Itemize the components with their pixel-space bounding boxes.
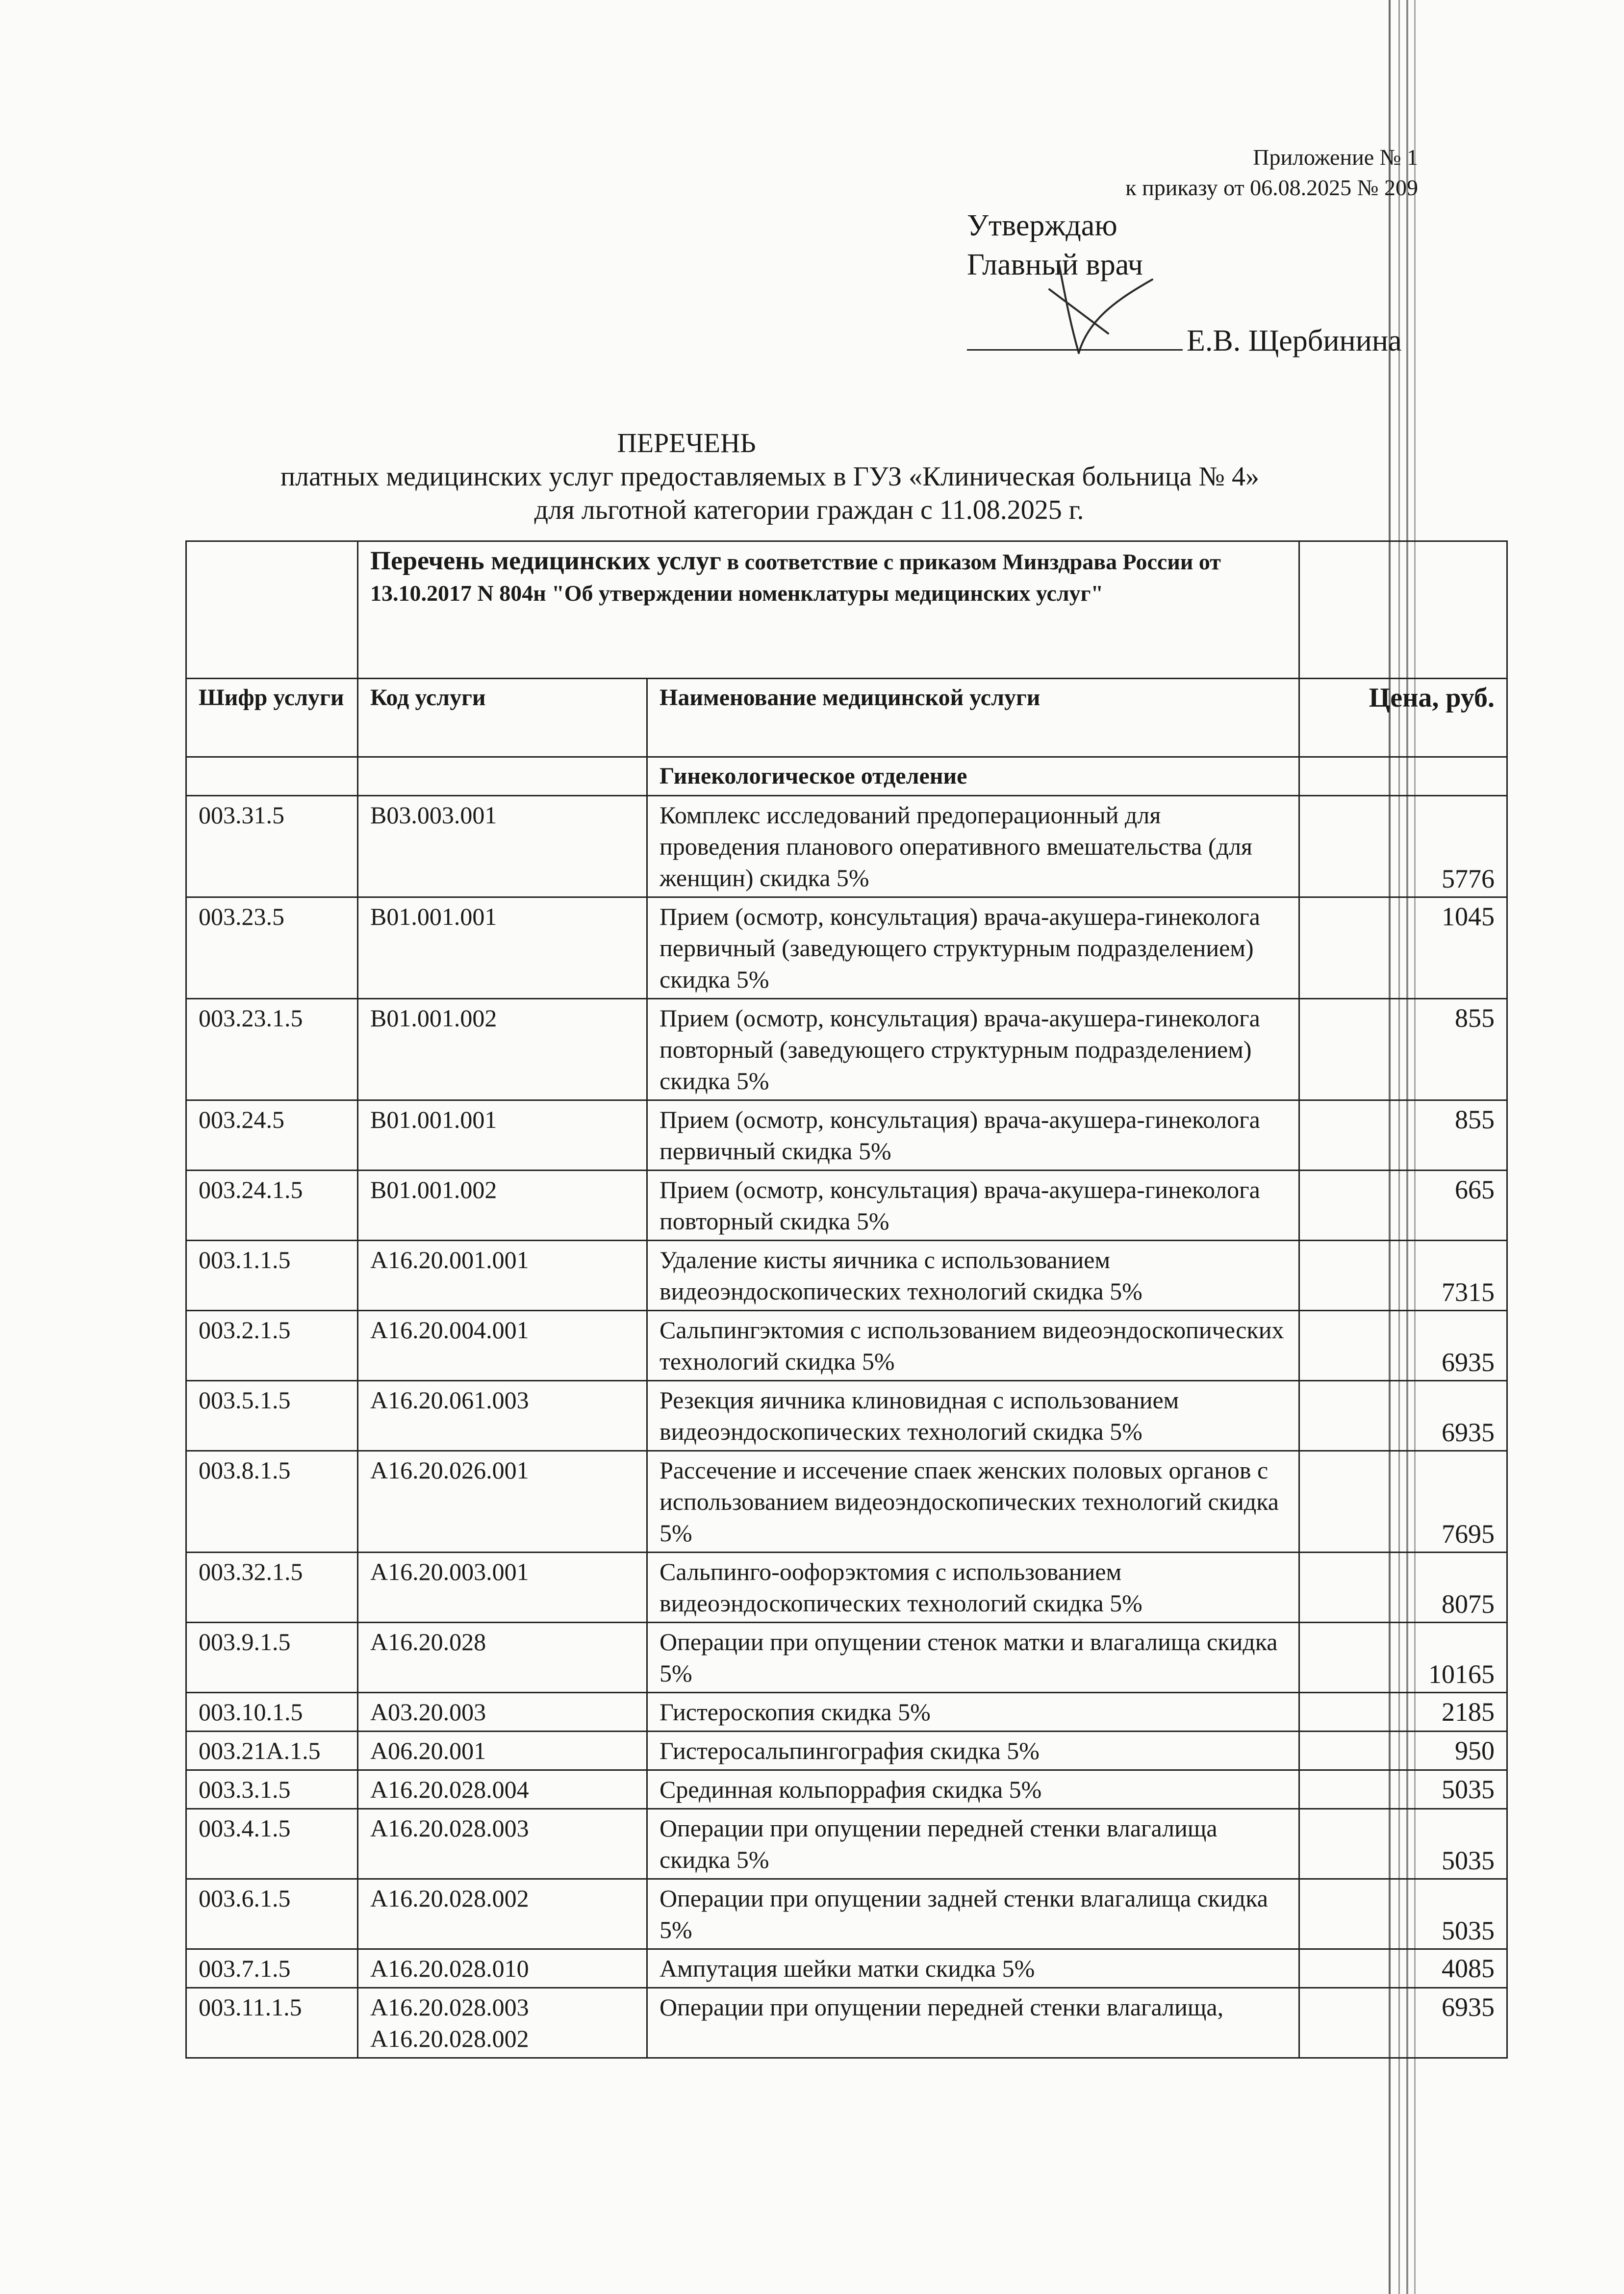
cell-service-code: А16.20.028.003 А16.20.028.002 <box>358 1988 647 2058</box>
cell-price <box>1299 1809 1507 1879</box>
cell-price <box>1299 796 1507 897</box>
table-row <box>186 1623 1507 1693</box>
section-row <box>186 757 1507 796</box>
price-value: 2185 <box>1442 1697 1495 1727</box>
table-row <box>186 1770 1507 1809</box>
table-column-header-row <box>186 679 1507 757</box>
cell-service-code: А16.20.026.001 <box>358 1451 647 1553</box>
cell-service-code: В03.003.001 <box>358 796 647 897</box>
nomenclature-header-bold: Перечень медицинских услуг <box>370 546 721 575</box>
cell-code: 003.9.1.5 <box>186 1623 358 1693</box>
cell-code: 003.32.1.5 <box>186 1553 358 1623</box>
signature-line <box>967 324 1402 358</box>
price-value: 7315 <box>1442 1277 1495 1307</box>
cell-service-name: Рассечение и иссечение спаек женских половых органов с использованием видеоэндоскопических технологий скидка 5% <box>647 1451 1299 1553</box>
cell-service-code: В01.001.002 <box>358 1171 647 1241</box>
appendix-note <box>1125 142 1418 203</box>
cell-price <box>1299 1311 1507 1381</box>
cell-price <box>1299 1693 1507 1732</box>
cell-service-code: В01.001.001 <box>358 1100 647 1171</box>
title-line-2: платных медицинских услуг предоставляемых в ГУЗ «Клиническая больница № 4» <box>280 461 1259 492</box>
cell-service-name: Ампутация шейки матки скидка 5% <box>647 1949 1299 1988</box>
table-row <box>186 1988 1507 2058</box>
empty-cell <box>1299 757 1507 796</box>
cell-service-code: А16.20.028.002 <box>358 1879 647 1949</box>
table-row <box>186 1879 1507 1949</box>
cell-price <box>1299 1553 1507 1623</box>
price-value: 855 <box>1455 1105 1495 1134</box>
cell-service-code: А16.20.003.001 <box>358 1553 647 1623</box>
cell-code: 003.24.5 <box>186 1100 358 1171</box>
table-row <box>186 897 1507 999</box>
cell-price <box>1299 1770 1507 1809</box>
table-row <box>186 1241 1507 1311</box>
table-row <box>186 1451 1507 1553</box>
cell-price <box>1299 897 1507 999</box>
cell-code: 003.1.1.5 <box>186 1241 358 1311</box>
cell-code: 003.11.1.5 <box>186 1988 358 2058</box>
cell-service-code: А16.20.004.001 <box>358 1311 647 1381</box>
cell-price <box>1299 1949 1507 1988</box>
cell-code: 003.23.1.5 <box>186 999 358 1100</box>
cell-service-name: Комплекс исследований предоперационный для проведения планового оперативного вмешательства (для женщин) скидка 5% <box>647 796 1299 897</box>
cell-service-code: А16.20.061.003 <box>358 1381 647 1451</box>
cell-code: 003.24.1.5 <box>186 1171 358 1241</box>
cell-service-name: Операции при опущении передней стенки влагалища скидка 5% <box>647 1809 1299 1879</box>
cell-service-name: Резекция яичника клиновидная с использованием видеоэндоскопических технологий скидка 5% <box>647 1381 1299 1451</box>
table-row <box>186 1171 1507 1241</box>
price-value: 7695 <box>1442 1519 1495 1549</box>
table-row <box>186 1809 1507 1879</box>
price-value: 855 <box>1455 1003 1495 1033</box>
cell-price <box>1299 1623 1507 1693</box>
cell-service-name: Операции при опущении задней стенки влагалища скидка 5% <box>647 1879 1299 1949</box>
cell-service-code: А16.20.028.010 <box>358 1949 647 1988</box>
cell-service-name: Гистеросальпингография скидка 5% <box>647 1732 1299 1770</box>
table-row <box>186 1693 1507 1732</box>
cell-service-code: А16.20.028.004 <box>358 1770 647 1809</box>
appendix-line-1: Приложение № 1 <box>1253 145 1418 170</box>
cell-code: 003.10.1.5 <box>186 1693 358 1732</box>
price-value: 5776 <box>1442 864 1495 893</box>
col-header-price: Цена, руб. <box>1299 679 1507 757</box>
empty-cell <box>1299 541 1507 679</box>
cell-code: 003.3.1.5 <box>186 1770 358 1809</box>
approver-position: Главный врач <box>967 248 1143 281</box>
table-row <box>186 999 1507 1100</box>
cell-service-name: Удаление кисты яичника с использованием видеоэндоскопических технологий скидка 5% <box>647 1241 1299 1311</box>
cell-service-code: В01.001.002 <box>358 999 647 1100</box>
table-row <box>186 1100 1507 1171</box>
price-value: 5035 <box>1442 1775 1495 1804</box>
cell-service-name: Срединная кольпоррафия скидка 5% <box>647 1770 1299 1809</box>
cell-service-name: Гистероскопия скидка 5% <box>647 1693 1299 1732</box>
cell-price <box>1299 1381 1507 1451</box>
cell-price <box>1299 1241 1507 1311</box>
empty-cell <box>186 757 358 796</box>
cell-code: 003.7.1.5 <box>186 1949 358 1988</box>
price-value: 4085 <box>1442 1954 1495 1983</box>
cell-code: 003.23.5 <box>186 897 358 999</box>
table-row <box>186 1381 1507 1451</box>
cell-service-code: А06.20.001 <box>358 1732 647 1770</box>
price-value: 5035 <box>1442 1916 1495 1945</box>
empty-cell <box>358 757 647 796</box>
cell-code: 003.8.1.5 <box>186 1451 358 1553</box>
price-table <box>185 540 1508 2059</box>
table-row <box>186 1949 1507 1988</box>
col-header-service-code: Код услуги <box>358 679 647 757</box>
nomenclature-header <box>358 541 1299 679</box>
cell-service-name: Сальпинго-оофорэктомия с использованием видеоэндоскопических технологий скидка 5% <box>647 1553 1299 1623</box>
nomenclature-header-rest: в соответствие с приказом Минздрава России от 13.10.2017 N 804н "Об утверждении номенклатуры медицинских услуг" <box>370 549 1221 606</box>
price-value: 10165 <box>1428 1659 1495 1689</box>
empty-cell <box>186 541 358 679</box>
cell-service-code: В01.001.001 <box>358 897 647 999</box>
cell-service-name: Операции при опущении стенок матки и влагалища скидка 5% <box>647 1623 1299 1693</box>
section-title: Гинекологическое отделение <box>647 757 1299 796</box>
table-row <box>186 796 1507 897</box>
price-value: 5035 <box>1442 1846 1495 1875</box>
approver-name: Е.В. Щербинина <box>1187 324 1402 357</box>
cell-price <box>1299 999 1507 1100</box>
price-value: 6935 <box>1442 1348 1495 1377</box>
title-line-3: для льготной категории граждан с 11.08.2025 г. <box>534 495 1084 525</box>
cell-price <box>1299 1732 1507 1770</box>
col-header-name: Наименование медицинской услуги <box>647 679 1299 757</box>
cell-price <box>1299 1100 1507 1171</box>
approve-label: Утверждаю <box>967 209 1117 242</box>
cell-service-code: А03.20.003 <box>358 1693 647 1732</box>
price-value: 1045 <box>1442 902 1495 931</box>
cell-code: 003.5.1.5 <box>186 1381 358 1451</box>
title-main: ПЕРЕЧЕНЬ <box>617 428 756 459</box>
cell-code: 003.4.1.5 <box>186 1809 358 1879</box>
cell-price <box>1299 1451 1507 1553</box>
cell-code: 003.2.1.5 <box>186 1311 358 1381</box>
appendix-line-2: к приказу от 06.08.2025 № 209 <box>1125 175 1418 200</box>
table-row <box>186 1553 1507 1623</box>
cell-price <box>1299 1879 1507 1949</box>
table-top-header-row <box>186 541 1507 679</box>
table-row <box>186 1732 1507 1770</box>
price-value: 6935 <box>1442 1418 1495 1447</box>
cell-service-name: Сальпингэктомия с использованием видеоэндоскопических технологий скидка 5% <box>647 1311 1299 1381</box>
cell-service-name: Прием (осмотр, консультация) врача-акушера-гинеколога повторный скидка 5% <box>647 1171 1299 1241</box>
price-value: 665 <box>1455 1175 1495 1204</box>
cell-price <box>1299 1171 1507 1241</box>
cell-code: 003.6.1.5 <box>186 1879 358 1949</box>
cell-service-name: Прием (осмотр, консультация) врача-акушера-гинеколога повторный (заведующего структурным подразделением) скидка 5% <box>647 999 1299 1100</box>
cell-code: 003.31.5 <box>186 796 358 897</box>
document-title <box>162 427 1456 527</box>
price-value: 6935 <box>1442 1992 1495 2022</box>
cell-code: 003.21А.1.5 <box>186 1732 358 1770</box>
table-row <box>186 1311 1507 1381</box>
cell-service-name: Прием (осмотр, консультация) врача-акушера-гинеколога первичный (заведующего структурным подразделением) скидка 5% <box>647 897 1299 999</box>
cell-service-code: А16.20.028 <box>358 1623 647 1693</box>
price-value: 8075 <box>1442 1589 1495 1619</box>
signature-underline <box>967 349 1183 351</box>
cell-service-code: А16.20.028.003 <box>358 1809 647 1879</box>
cell-service-name: Прием (осмотр, консультация) врача-акушера-гинеколога первичный скидка 5% <box>647 1100 1299 1171</box>
price-value: 950 <box>1455 1736 1495 1765</box>
cell-service-code: А16.20.001.001 <box>358 1241 647 1311</box>
cell-service-name: Операции при опущении передней стенки влагалища, <box>647 1988 1299 2058</box>
cell-price <box>1299 1988 1507 2058</box>
col-header-code: Шифр услуги <box>186 679 358 757</box>
